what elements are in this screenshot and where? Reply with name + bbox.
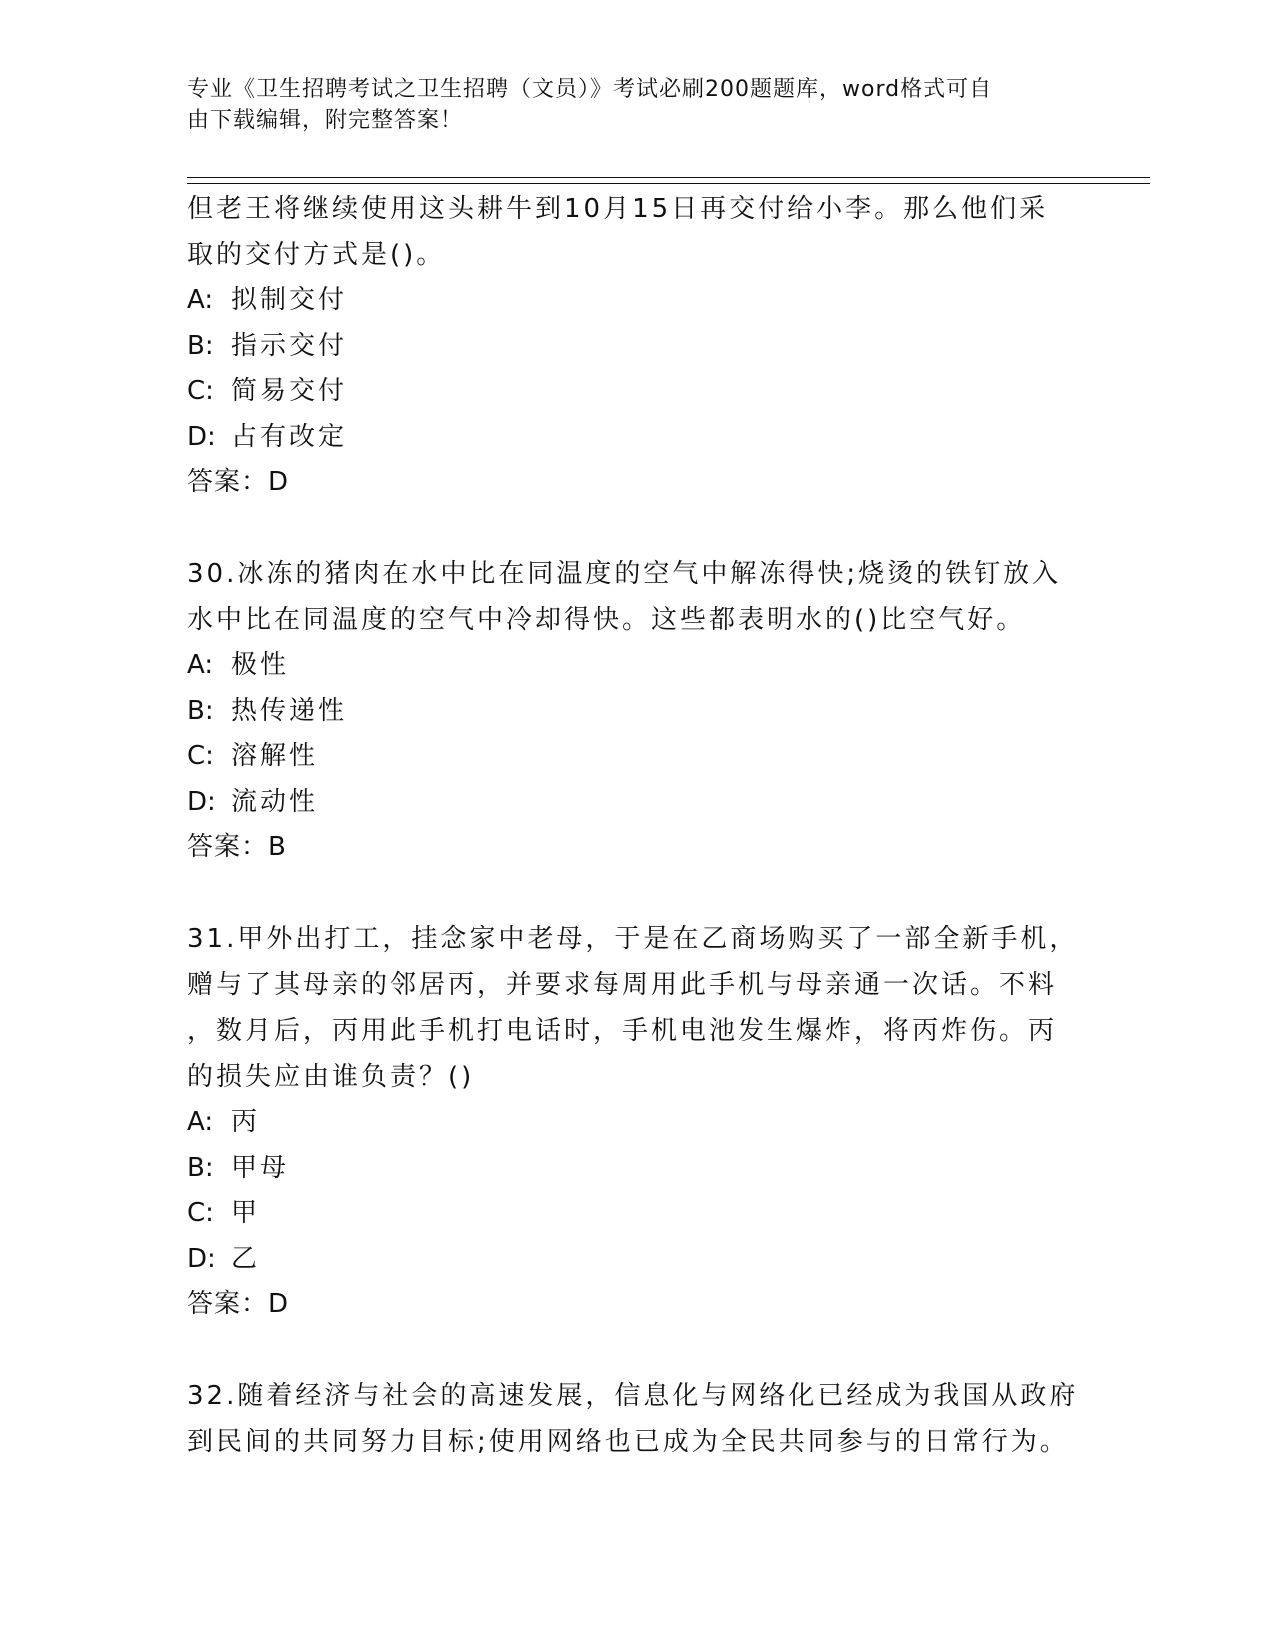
option-text: 指示交付 [231, 330, 348, 361]
question-29 [187, 186, 1087, 505]
answer-line: 答案：D [187, 467, 290, 497]
option-text: 甲母 [231, 1152, 290, 1183]
option-label: A: [187, 650, 214, 680]
option-d [187, 1237, 1087, 1283]
question-spacer [187, 505, 1087, 551]
option-b [187, 689, 1087, 735]
answer-line: 答案：B [187, 832, 287, 862]
option-label: D: [187, 786, 216, 817]
option-b [187, 1146, 1087, 1192]
option-label: C: [187, 376, 214, 406]
option-text: 乙 [231, 1243, 261, 1274]
question-text-line: 赠与了其母亲的邻居丙，并要求每周用此手机与母亲通一次话。不料 [187, 970, 1058, 1000]
question-31 [187, 916, 1087, 1327]
question-text-line: 31.甲外出打工，挂念家中老母，于是在乙商场购买了一部全新手机， [187, 924, 1079, 954]
option-b [187, 324, 1087, 370]
option-a [187, 278, 1087, 324]
option-text: 丙 [231, 1107, 261, 1137]
option-c [187, 1191, 1087, 1237]
question-spacer [187, 1327, 1087, 1373]
header-line-1: 专业《卫生招聘考试之卫生招聘（文员）》考试必刷200题题库，word格式可自 [187, 77, 993, 102]
option-label: B: [187, 330, 214, 361]
option-text: 极性 [231, 650, 290, 680]
option-text: 热传递性 [231, 695, 348, 726]
option-label: D: [187, 421, 216, 452]
option-c [187, 369, 1087, 415]
option-d [187, 780, 1087, 826]
option-c [187, 734, 1087, 780]
option-label: C: [187, 741, 214, 771]
answer-line: 答案：D [187, 1289, 290, 1319]
option-text: 拟制交付 [231, 285, 348, 315]
header-divider-top [187, 177, 1150, 178]
option-d [187, 415, 1087, 461]
option-text: 流动性 [231, 786, 319, 817]
question-32 [187, 1373, 1087, 1465]
option-a [187, 1100, 1087, 1146]
question-spacer [187, 870, 1087, 916]
header-divider-bottom [187, 183, 1150, 184]
question-content [187, 186, 1087, 1465]
question-text-line: 但老王将继续使用这头耕牛到10月15日再交付给小李。那么他们采 [187, 194, 1049, 224]
question-text-line: 到民间的共同努力目标;使用网络也已成为全民共同参与的日常行为。 [187, 1427, 1069, 1457]
question-text-line: 32.随着经济与社会的高速发展，信息化与网络化已经成为我国从政府 [187, 1381, 1079, 1411]
question-text-line: 的损失应由谁负责？() [187, 1062, 475, 1092]
option-label: B: [187, 695, 214, 726]
question-text-line: 水中比在同温度的空气中冷却得快。这些都表明水的()比空气好。 [187, 605, 1026, 635]
option-text: 占有改定 [231, 421, 348, 452]
header-line-2: 由下载编辑，附完整答案！ [187, 108, 464, 133]
question-30 [187, 551, 1087, 870]
option-label: D: [187, 1243, 216, 1274]
option-label: B: [187, 1152, 214, 1183]
question-text-line: 取的交付方式是()。 [187, 240, 446, 270]
option-label: A: [187, 1107, 214, 1137]
option-a [187, 643, 1087, 689]
option-text: 简易交付 [231, 376, 348, 406]
option-label: A: [187, 285, 214, 315]
question-text-line: 30.冰冻的猪肉在水中比在同温度的空气中解冻得快;烧烫的铁钉放入 [187, 559, 1062, 589]
document-header [187, 74, 1067, 136]
question-text-line: ，数月后，丙用此手机打电话时，手机电池发生爆炸，将丙炸伤。丙 [187, 1016, 1058, 1046]
option-text: 甲 [231, 1198, 261, 1228]
option-text: 溶解性 [231, 741, 319, 771]
option-label: C: [187, 1198, 214, 1228]
